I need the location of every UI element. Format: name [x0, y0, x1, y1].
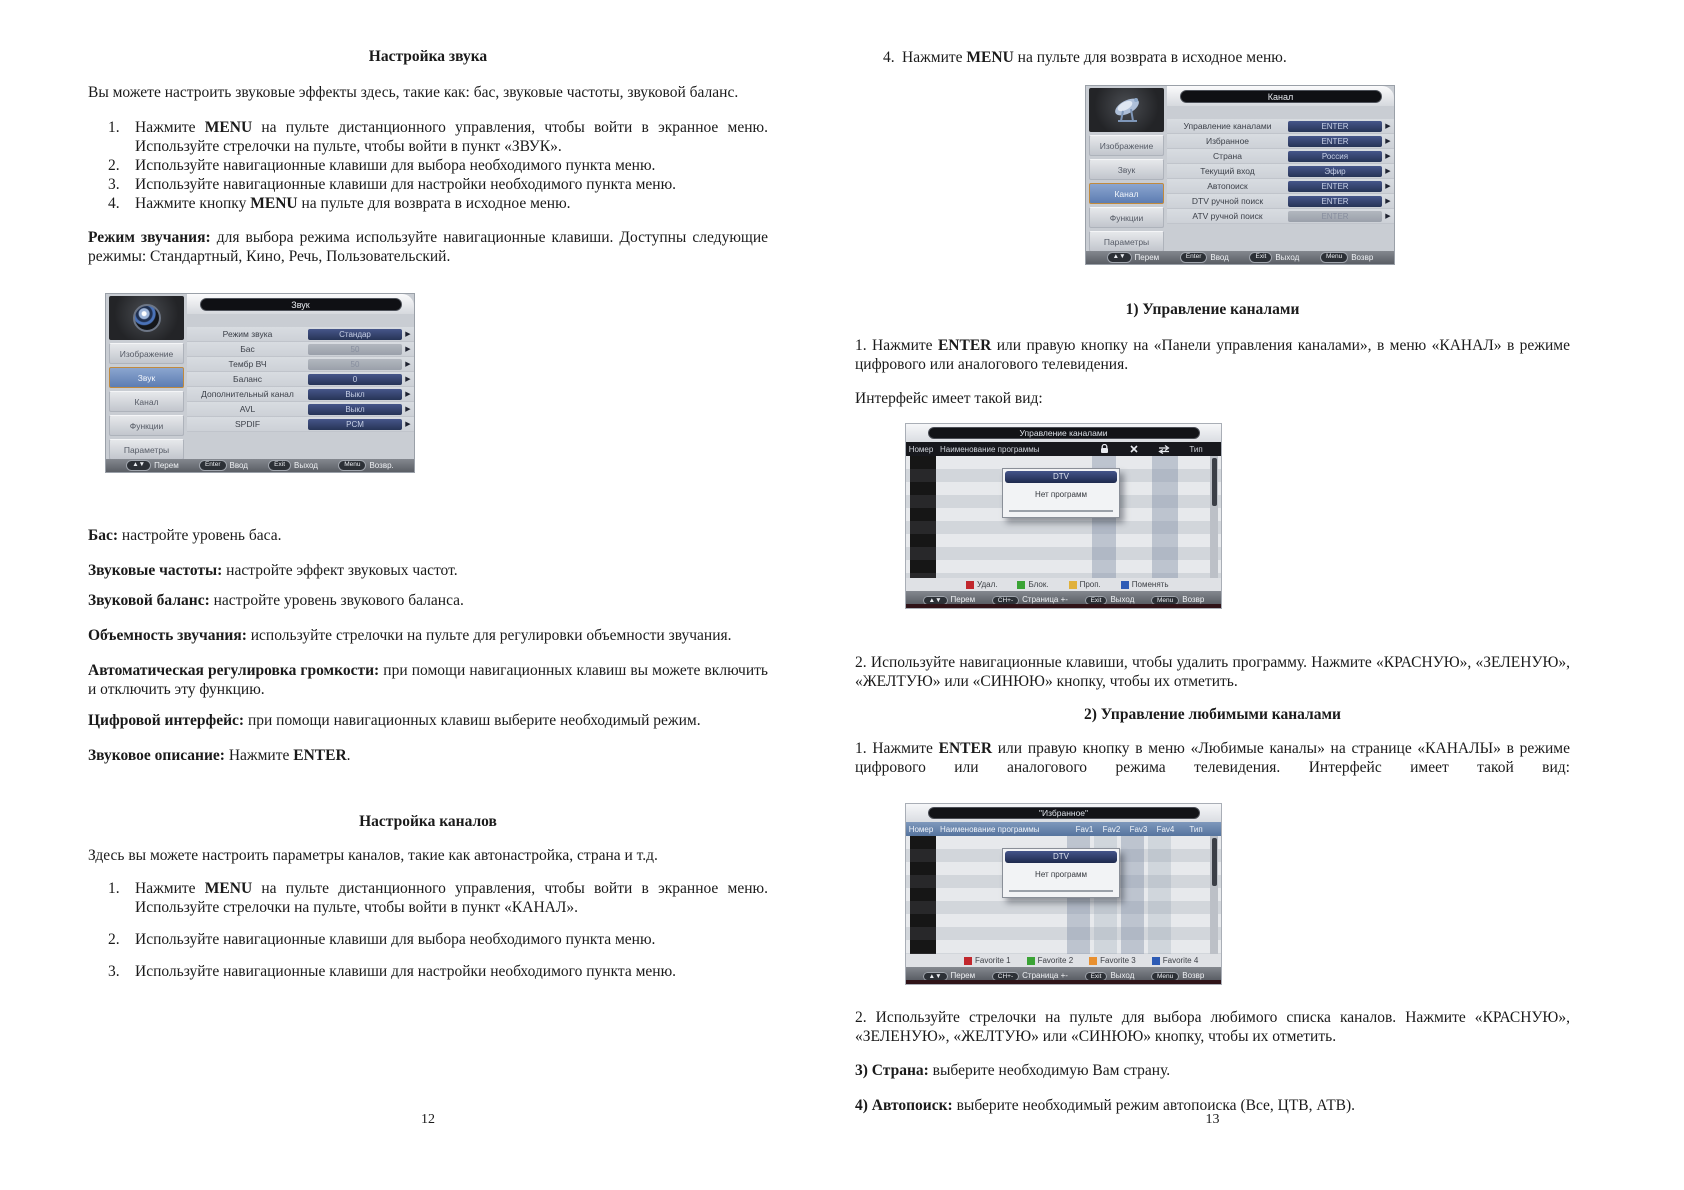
list-item: 4. Нажмите кнопку MENU на пульте для возврата в исходное меню.	[108, 195, 571, 212]
paragraph-5: 2. Используйте стрелочки на пульте для выбора любимого списка каналов. Нажмите «КРАСНУЮ», «ЗЕЛЕНУЮ», «ЖЕЛТУЮ» или «СИНЮЮ» кнопку, чтобы их отметить.	[855, 1009, 1570, 1045]
sidebar-item-picture[interactable]: Изображение	[109, 343, 184, 364]
column-fav4[interactable]: Fav4	[1156, 824, 1175, 834]
blue-key-icon	[1152, 957, 1160, 965]
legend-favorite-3: Favorite 3	[1089, 956, 1136, 965]
osd-rows	[1167, 119, 1394, 224]
footer-hint-enter[interactable]: Enter Ввод	[199, 460, 248, 471]
footer-hint-page[interactable]: CH+- Страница +-	[992, 965, 1068, 983]
term-avl: Автоматическая регулировка громкости: при помощи навигационных клавиш вы можете включить и отключить эту функцию.	[88, 662, 768, 698]
no-programs-popup	[1002, 468, 1120, 518]
menu-row-country[interactable]: Страна Россия ▶	[1167, 149, 1394, 164]
arrow-right-icon: ▶	[1385, 137, 1391, 145]
column-number: Номер	[908, 824, 934, 834]
column-band	[1152, 456, 1178, 578]
column-number: Номер	[908, 444, 934, 454]
column-band	[1121, 836, 1144, 954]
paragraph-country: 3) Страна: выберите необходимую Вам страну.	[855, 1062, 1171, 1079]
osd-panel	[187, 294, 414, 472]
number-column	[910, 456, 936, 578]
red-key-icon	[966, 581, 974, 589]
legend-favorite-4: Favorite 4	[1152, 956, 1199, 965]
footer-hint-move[interactable]: ▲▼ Перем	[923, 589, 975, 607]
footer-hint-exit[interactable]: Exit Выход	[1085, 589, 1135, 607]
arrow-right-icon: ▶	[405, 390, 411, 398]
menu-row-sound-mode[interactable]: Режим звука Стандар ▶	[187, 327, 414, 342]
footer-hint-move[interactable]: ▲▼ Перем	[1107, 252, 1159, 263]
column-fav2[interactable]: Fav2	[1102, 824, 1121, 834]
osd-panel	[1167, 86, 1394, 264]
sound-menu-screenshot	[105, 293, 415, 473]
delete-x-icon[interactable]	[1119, 445, 1149, 453]
subsection-title-2: 2) Управление любимыми каналами	[1084, 706, 1341, 723]
arrow-right-icon: ▶	[405, 345, 411, 353]
legend-move: Поменять	[1121, 580, 1169, 589]
scrollbar-thumb[interactable]	[1212, 458, 1217, 506]
table-body	[906, 456, 1221, 578]
list-item-4: 4. Нажмите MENU на пульте для возврата в исходное меню.	[883, 49, 1287, 66]
term-surround: Объемность звучания: используйте стрелочки на пульте для регулировки объемности звучания.	[88, 627, 732, 644]
arrow-right-icon: ▶	[405, 375, 411, 383]
screen-footer	[906, 591, 1221, 604]
menu-row-avl[interactable]: AVL Выкл ▶	[187, 402, 414, 417]
list-item: 2. Используйте навигационные клавиши для выбора необходимого пункта меню.	[108, 931, 656, 948]
channel-menu-screenshot	[1085, 85, 1395, 265]
favorites-screenshot	[905, 803, 1222, 985]
column-program-name: Наименование программы	[940, 824, 1040, 834]
section-title-sound: Настройка звука	[368, 48, 488, 65]
list-item: 1. Нажмите MENU на пульте дистанционного управления, чтобы войти в экранное меню. Используйте стрелочки на пульте, чтобы войти в пункт «КАНАЛ».	[108, 880, 768, 916]
no-programs-popup	[1002, 848, 1120, 898]
screen-bottom-strip	[906, 980, 1221, 984]
paragraph-autosearch: 4) Автопоиск: выберите необходимый режим автопоиска (Все, ЦТВ, АТВ).	[855, 1097, 1356, 1114]
lock-icon[interactable]	[1089, 444, 1119, 454]
term-bass: Бас: настройте уровень баса.	[88, 527, 282, 544]
paragraph-1: 1. Нажмите ENTER или правую кнопку на «Панели управления каналами», в меню «КАНАЛ» в режиме цифрового или аналогового телевидения.	[855, 337, 1570, 373]
swap-icon[interactable]	[1149, 445, 1179, 454]
blue-key-icon	[1121, 581, 1129, 589]
yellow-key-icon	[1089, 957, 1097, 965]
menu-row-spdif[interactable]: SPDIF PCM ▶	[187, 417, 414, 432]
popup-title: DTV	[1005, 471, 1117, 483]
page-number: 12	[421, 1112, 435, 1127]
tv-logo	[1089, 88, 1164, 132]
sidebar-item-sound[interactable]: Звук	[1089, 159, 1164, 180]
osd-title: Звук	[200, 298, 402, 311]
yellow-key-icon	[1069, 581, 1077, 589]
osd-title: Канал	[1180, 90, 1382, 103]
green-key-icon	[1017, 581, 1025, 589]
arrow-right-icon: ▶	[1385, 152, 1391, 160]
red-key-icon	[964, 957, 972, 965]
section-title-channels: Настройка каналов	[359, 813, 497, 830]
list-item: 1. Нажмите MENU на пульте дистанционного управления, чтобы войти в экранное меню. Используйте стрелочки на пульте, чтобы войти в пункт «ЗВУК».	[108, 119, 768, 155]
channels-steps	[88, 879, 768, 994]
paragraph-4: 1. Нажмите ENTER или правую кнопку в меню «Любимые каналы» на странице «КАНАЛЫ» в режиме цифрового или аналогового режима телевидения. Интерфейс имеет такой вид:	[855, 740, 1570, 776]
menu-row-channel-management[interactable]: Управление каналами ENTER ▶	[1167, 119, 1394, 134]
arrow-right-icon: ▶	[1385, 212, 1391, 220]
page-13	[855, 0, 1570, 1190]
subsection-title-1: 1) Управление каналами	[1125, 301, 1300, 318]
green-key-icon	[1027, 957, 1035, 965]
screen-titlebar	[906, 424, 1221, 442]
sound-intro: Вы можете настроить звуковые эффекты здесь, такие как: бас, звуковые частоты, звуковой баланс.	[88, 84, 739, 101]
osd-footer	[1086, 251, 1394, 264]
legend-favorite-1: Favorite 1	[964, 956, 1011, 965]
sidebar-item-sound[interactable]: Звук	[109, 367, 184, 388]
osd-rows	[187, 327, 414, 432]
arrow-right-icon: ▶	[405, 405, 411, 413]
menu-row-balance[interactable]: Баланс 0 ▶	[187, 372, 414, 387]
sound-steps	[88, 118, 768, 213]
screen-titlebar	[906, 804, 1221, 822]
term-balance: Звуковой баланс: настройте уровень звукового баланса.	[88, 592, 464, 609]
footer-hint-menu[interactable]: Menu Возвр	[1320, 252, 1373, 263]
channel-management-screenshot	[905, 423, 1222, 609]
page-12	[88, 0, 768, 1190]
footer-hint-menu[interactable]: Menu Возвр.	[338, 460, 394, 471]
menu-row-treble[interactable]: Тембр ВЧ 50 ▶	[187, 357, 414, 372]
arrow-right-icon: ▶	[1385, 167, 1391, 175]
paragraph-3: 2. Используйте навигационные клавиши, чтобы удалить программу. Нажмите «КРАСНУЮ», «ЗЕЛЕНУЮ», «ЖЕЛТУЮ» или «СИНЮЮ» кнопку, чтобы их отметить.	[855, 654, 1570, 690]
menu-row-favorites[interactable]: Избранное ENTER ▶	[1167, 134, 1394, 149]
arrow-right-icon: ▶	[1385, 197, 1391, 205]
footer-hint-move[interactable]: ▲▼ Перем	[923, 965, 975, 983]
paragraph-2: Интерфейс имеет такой вид:	[855, 390, 1043, 407]
screen-footer	[906, 967, 1221, 980]
arrow-right-icon: ▶	[405, 360, 411, 368]
term-frequencies: Звуковые частоты: настройте эффект звуковых частот.	[88, 562, 458, 579]
term-digital-interface: Цифровой интерфейс: при помощи навигационных клавиш выберите необходимый режим.	[88, 712, 701, 729]
popup-message: Нет программ	[1035, 870, 1087, 879]
sidebar-item-options[interactable]: Параметры	[109, 439, 184, 460]
legend-lock: Блок.	[1017, 580, 1048, 589]
footer-hint-page[interactable]: CH+- Страница +-	[992, 589, 1068, 607]
sidebar-item-channel[interactable]: Канал	[1089, 183, 1164, 204]
popup-divider	[1009, 510, 1113, 512]
table-header	[906, 442, 1221, 456]
table-body	[906, 836, 1221, 954]
screen-title: Управление каналами	[928, 427, 1200, 439]
list-item: 3. Используйте навигационные клавиши для настройки необходимого пункта меню.	[108, 963, 677, 980]
menu-row-secondary-channel[interactable]: Дополнительный канал Выкл ▶	[187, 387, 414, 402]
eye-logo-icon	[133, 304, 161, 332]
column-fav3[interactable]: Fav3	[1129, 824, 1148, 834]
sound-mode-paragraph: Режим звучания: для выбора режима используйте навигационные клавиши. Доступны следующие режимы: Стандартный, Кино, Речь, Пользовательский.	[88, 229, 769, 265]
channels-intro: Здесь вы можете настроить параметры каналов, такие как автонастройка, страна и т.д.	[88, 847, 658, 864]
sidebar-item-channel[interactable]: Канал	[109, 391, 184, 412]
term-audio-description: Звуковое описание: Нажмите ENTER.	[88, 747, 351, 764]
osd-titlebar	[1167, 86, 1394, 106]
osd-footer	[106, 459, 414, 472]
arrow-right-icon: ▶	[405, 330, 411, 338]
column-band	[1148, 836, 1171, 954]
footer-hint-menu[interactable]: Menu Возвр	[1151, 965, 1204, 983]
screen-bottom-strip	[906, 604, 1221, 608]
sidebar-item-function[interactable]: Функции	[1089, 207, 1164, 228]
popup-message: Нет программ	[1035, 490, 1087, 499]
number-column	[910, 836, 936, 954]
satellite-icon	[1110, 97, 1144, 123]
footer-hint-menu[interactable]: Menu Возвр	[1151, 589, 1204, 607]
arrow-right-icon: ▶	[405, 420, 411, 428]
popup-title: DTV	[1005, 851, 1117, 863]
menu-row-bass[interactable]: Бас 50 ▶	[187, 342, 414, 357]
page-number: 13	[1205, 1112, 1220, 1127]
legend-skip: Проп.	[1069, 580, 1101, 589]
sidebar-item-options[interactable]: Параметры	[1089, 231, 1164, 252]
legend-favorite-2: Favorite 2	[1027, 956, 1074, 965]
footer-hint-exit[interactable]: Exit Выход	[268, 460, 318, 471]
column-program-name: Наименование программы	[940, 444, 1040, 454]
footer-hint-move[interactable]: ▲▼ Перем	[126, 460, 178, 471]
scrollbar-thumb[interactable]	[1212, 838, 1217, 886]
table-header	[906, 822, 1221, 836]
list-item: 3. Используйте навигационные клавиши для настройки необходимого пункта меню.	[108, 176, 677, 193]
screen-title: "Избранное"	[928, 807, 1200, 819]
menu-row-atv-manual[interactable]: ATV ручной поиск ENTER ▶	[1167, 209, 1394, 224]
menu-row-dtv-manual[interactable]: DTV ручной поиск ENTER ▶	[1167, 194, 1394, 209]
footer-hint-exit[interactable]: Exit Выход	[1085, 965, 1135, 983]
osd-sidebar	[1086, 86, 1167, 264]
column-fav1[interactable]: Fav1	[1075, 824, 1094, 834]
list-item: 2. Используйте навигационные клавиши для выбора необходимого пункта меню.	[108, 157, 656, 174]
osd-sidebar	[106, 294, 187, 472]
osd-titlebar	[187, 294, 414, 314]
footer-hint-enter[interactable]: Enter Ввод	[1180, 252, 1229, 263]
sidebar-item-picture[interactable]: Изображение	[1089, 135, 1164, 156]
legend-delete: Удал.	[966, 580, 997, 589]
arrow-right-icon: ▶	[1385, 122, 1391, 130]
column-type: Тип	[1189, 824, 1203, 834]
menu-row-autosearch[interactable]: Автопоиск ENTER ▶	[1167, 179, 1394, 194]
arrow-right-icon: ▶	[1385, 182, 1391, 190]
popup-divider	[1009, 890, 1113, 892]
menu-row-current-input[interactable]: Текущий вход Эфир ▶	[1167, 164, 1394, 179]
sidebar-item-function[interactable]: Функции	[109, 415, 184, 436]
footer-hint-exit[interactable]: Exit Выход	[1249, 252, 1299, 263]
tv-logo	[109, 296, 184, 340]
column-type: Тип	[1189, 444, 1203, 454]
